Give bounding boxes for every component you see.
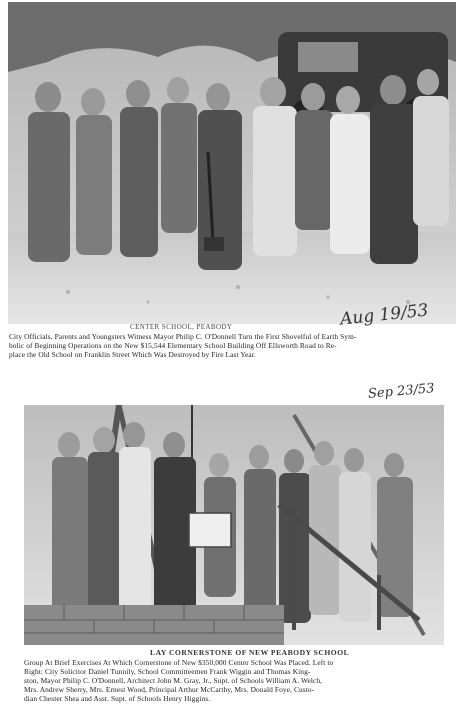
caption-line: ston, Mayor Philip C. O'Donnell, Architect John M. Gray, Jr., Supt. of Schools William A. Welch,: [24, 676, 323, 685]
caption-line: dian Chester Shea and Asst. Supt. of Schools Henry Higgins.: [24, 694, 211, 703]
caption-line: Mrs. Andrew Sherry, Mrs. Ernest Wood, Principal Arthur McCarthy, Mrs. Donald Foye, Custo-: [24, 685, 315, 694]
caption-line: Group At Brief Exercises At Which Cornerstone of New $350,000 Center School Was Placed. Left to: [24, 658, 334, 667]
handwritten-date-top: Aug 19/53: [339, 300, 430, 330]
caption-line: bolic of Beginning Operations on the New $15,544 Elementary School Building Off Ellsworth Road to Re-: [9, 341, 337, 350]
headline-top: CENTER SCHOOL, PEABODY: [130, 323, 233, 331]
caption-line: place the Old School on Franklin Street Which Was Destroyed by Fire Last Year.: [9, 350, 256, 359]
groundbreaking-photo: [8, 2, 456, 324]
cornerstone-photo: [24, 405, 444, 645]
groundbreaking-photo-image: [8, 2, 456, 324]
cornerstone-photo-image: [24, 405, 444, 645]
handwritten-date-bottom: Sep 23/53: [367, 381, 436, 402]
headline-bottom: LAY CORNERSTONE OF NEW PEABODY SCHOOL: [150, 648, 350, 657]
caption-line: Right: City Solicitor Daniel Tunnily, School Committeemen Frank Wiggin and Thomas King-: [24, 667, 311, 676]
caption-line: City Officials, Parents and Youngsters Witness Mayor Philip C. O'Donnell Turn the First Shovelful of Earth Sym-: [9, 332, 357, 341]
